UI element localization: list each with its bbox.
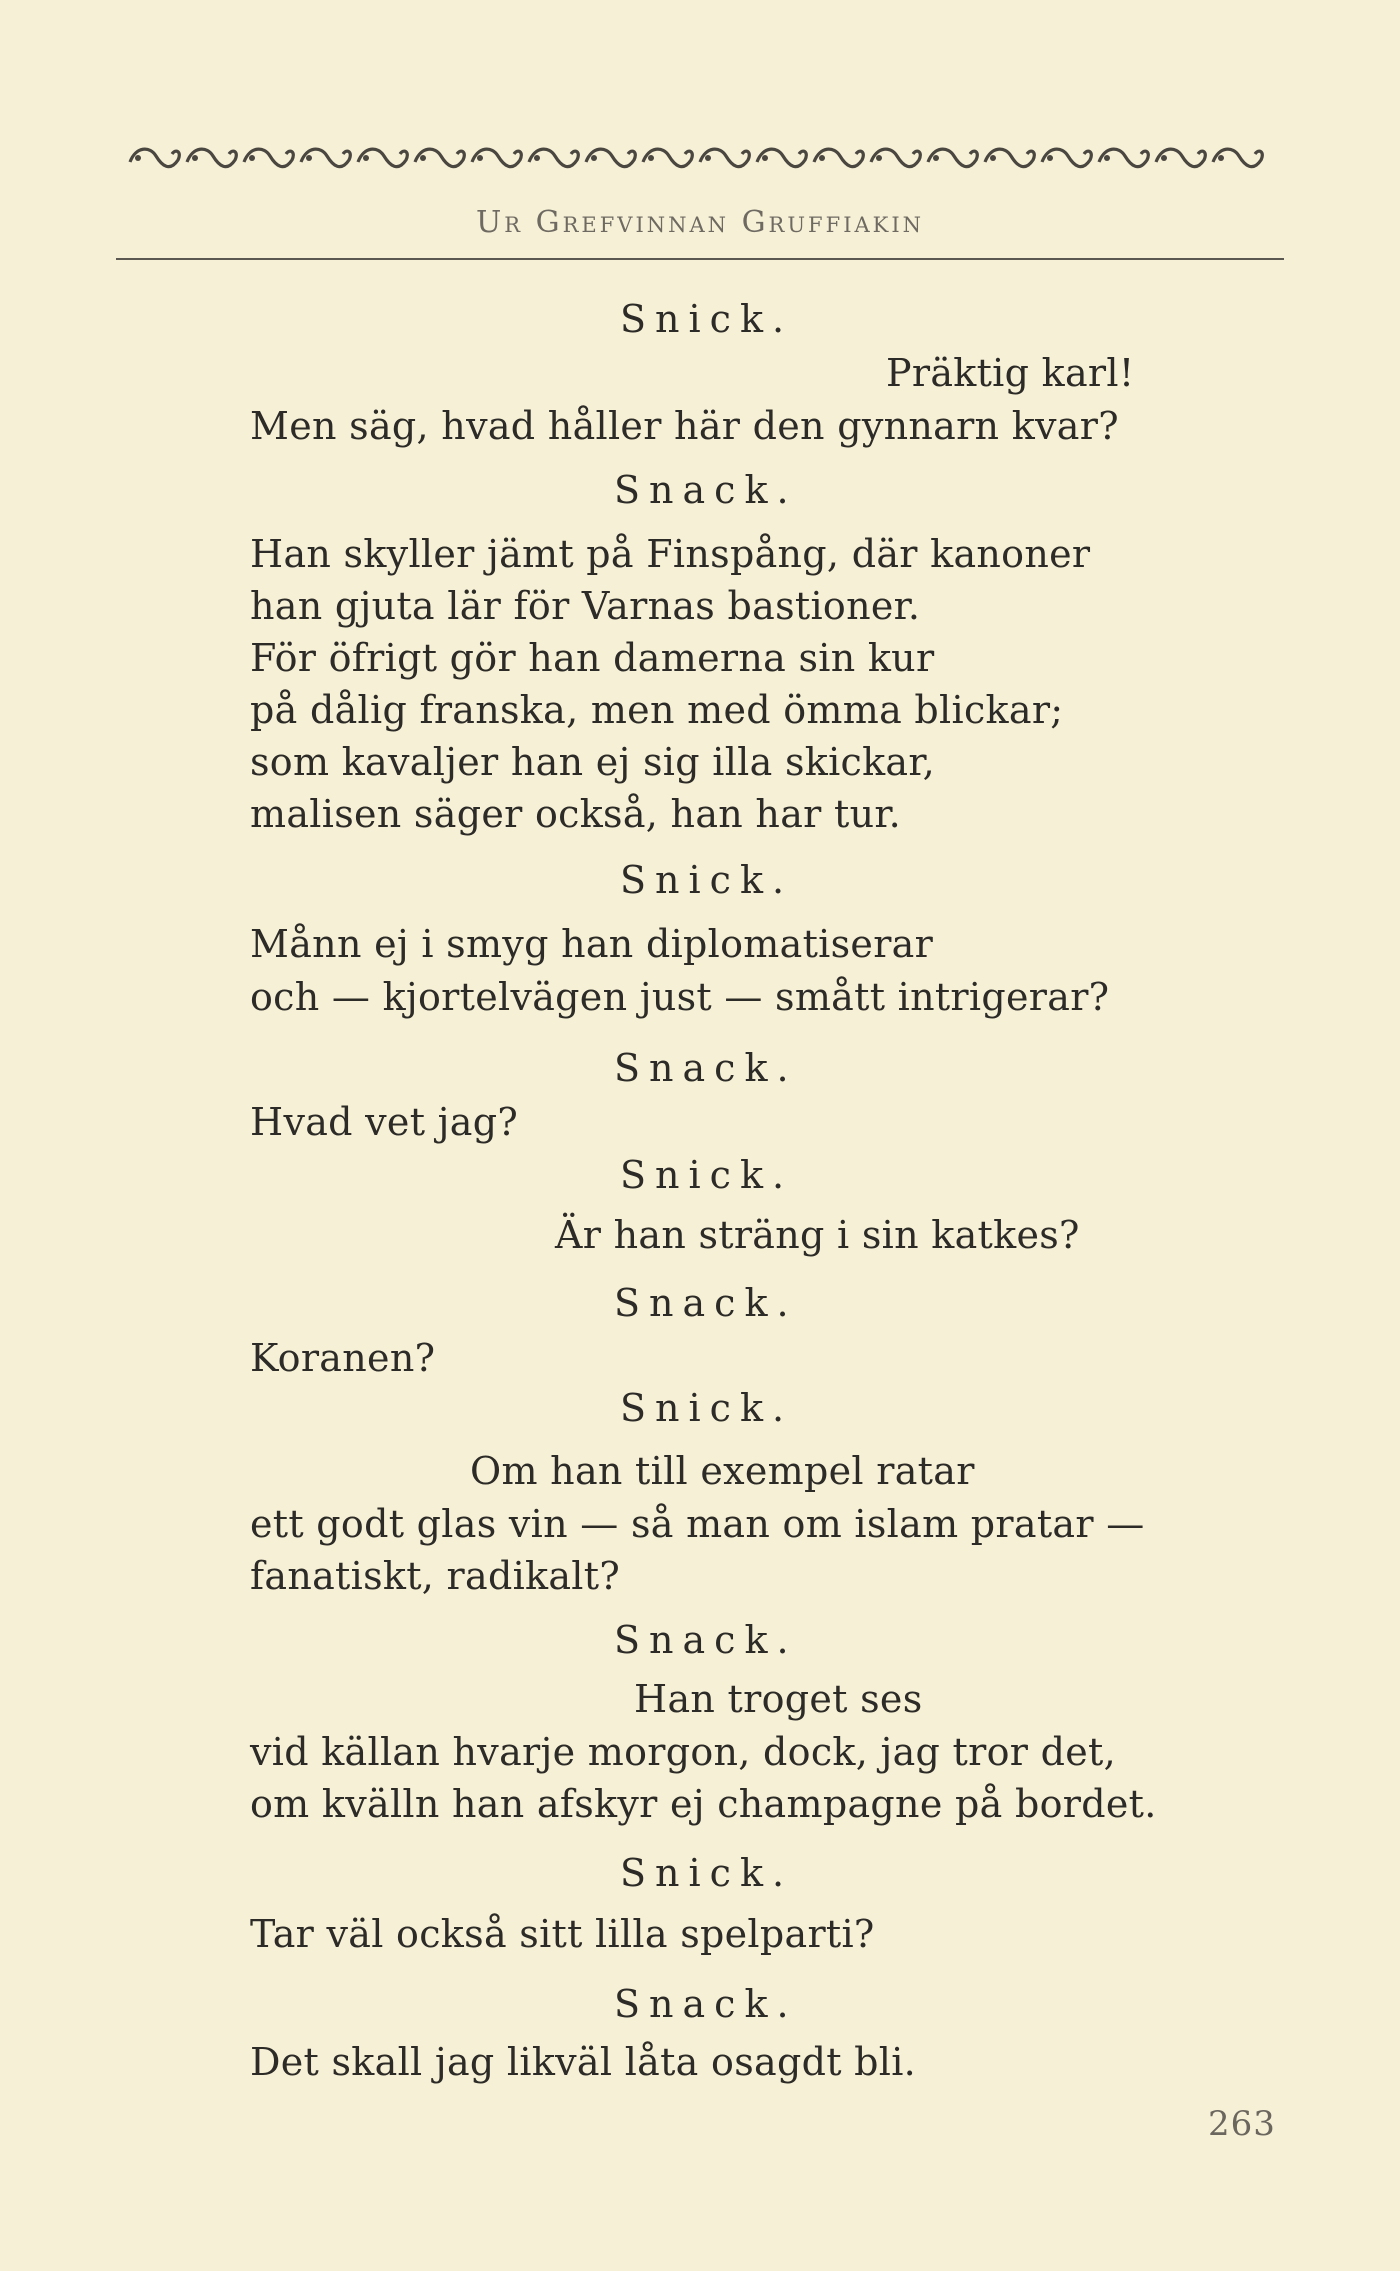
ornament-dot <box>990 155 996 161</box>
ornament-dot <box>249 155 255 161</box>
ornament-dot <box>1047 155 1053 161</box>
ornament-dot <box>306 155 312 161</box>
ornament-dot <box>762 155 768 161</box>
ornament-dot <box>1161 155 1167 161</box>
ornament-dot <box>477 155 483 161</box>
speaker-snack: Snack. <box>614 1982 798 2026</box>
verse-line: Han troget ses <box>634 1677 923 1721</box>
verse-line: och — kjortelvägen just — smått intrigerar? <box>250 975 1110 1019</box>
speaker-snack: Snack. <box>614 1281 798 1325</box>
verse-line: Koranen? <box>250 1336 436 1380</box>
verse-line: han gjuta lär för Varnas bastioner. <box>250 584 921 628</box>
verse-line: ett godt glas vin — så man om islam pratar — <box>250 1502 1145 1546</box>
verse-line: Om han till exempel ratar <box>470 1449 975 1493</box>
verse-line: Det skall jag likväl låta osagdt bli. <box>250 2040 917 2084</box>
ornament-dot <box>420 155 426 161</box>
verse-line: vid källan hvarje morgon, dock, jag tror det, <box>250 1730 1116 1774</box>
ornament-dot <box>648 155 654 161</box>
verse-line: fanatiskt, radikalt? <box>250 1554 621 1598</box>
ornament-band <box>128 142 1268 176</box>
speaker-snick: Snick. <box>620 297 794 341</box>
verse-line: som kavaljer han ej sig illa skickar, <box>250 740 936 784</box>
ornament-dot <box>876 155 882 161</box>
ornament-dot <box>1218 155 1224 161</box>
ornament-dot <box>1104 155 1110 161</box>
verse-line: Tar väl också sitt lilla spelparti? <box>250 1912 875 1956</box>
verse-line: För öfrigt gör han damerna sin kur <box>250 636 935 680</box>
ornament-dot <box>363 155 369 161</box>
speaker-snick: Snick. <box>620 858 794 902</box>
verse-line: på dålig franska, men med ömma blickar; <box>250 688 1064 732</box>
ornament-dot <box>534 155 540 161</box>
verse-line: Månn ej i smyg han diplomatiserar <box>250 922 934 966</box>
verse-line: Är han sträng i sin katkes? <box>555 1213 1080 1257</box>
speaker-snick: Snick. <box>620 1386 794 1430</box>
verse-line: Hvad vet jag? <box>250 1100 519 1144</box>
verse-line: Han skyller jämt på Finspång, där kanoner <box>250 532 1091 576</box>
running-head: Ur Grefvinnan Gruffiakin <box>475 205 925 240</box>
speaker-snack: Snack. <box>614 468 798 512</box>
ornament-dot <box>591 155 597 161</box>
verse-line: malisen säger också, han har tur. <box>250 792 902 836</box>
ornament-dot <box>819 155 825 161</box>
ornament-dot <box>192 155 198 161</box>
ornament-dot <box>135 155 141 161</box>
ornament-dot <box>933 155 939 161</box>
speaker-snick: Snick. <box>620 1153 794 1197</box>
speaker-snack: Snack. <box>614 1046 798 1090</box>
verse-line: Men säg, hvad håller här den gynnarn kvar? <box>250 404 1119 448</box>
verse-line: om kvälln han afskyr ej champagne på bordet. <box>250 1782 1157 1826</box>
header-rule <box>116 258 1284 260</box>
verse-line: Präktig karl! <box>886 351 1135 395</box>
page-number: 263 <box>1208 2104 1276 2144</box>
speaker-snick: Snick. <box>620 1851 794 1895</box>
speaker-snack: Snack. <box>614 1618 798 1662</box>
ornament-dot <box>705 155 711 161</box>
